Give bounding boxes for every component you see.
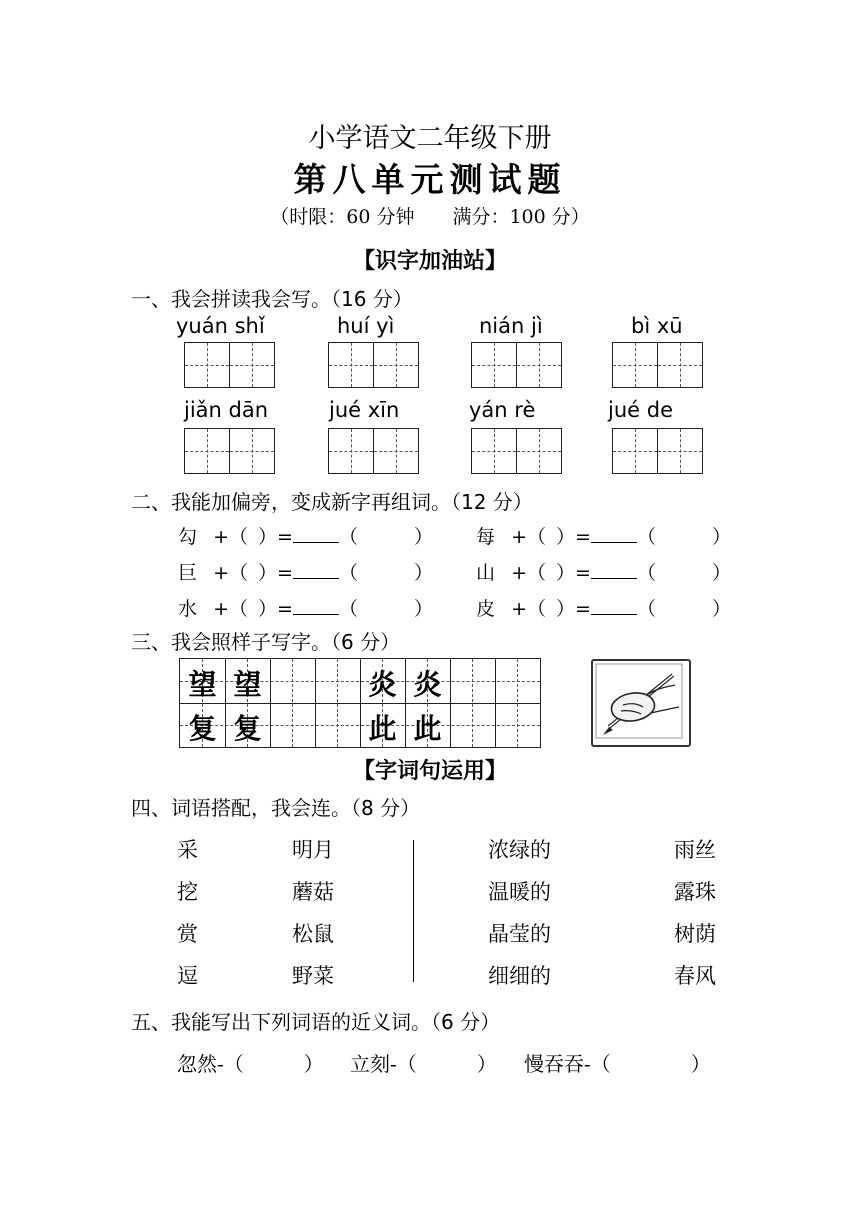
match-word[interactable]: 浓绿的 xyxy=(488,838,551,862)
radical-exercise-row: 水 +（ ）= （ ） xyxy=(178,598,433,620)
paper-subtitle: 小学语文二年级下册 xyxy=(308,123,552,154)
pinyin-label: bì xū xyxy=(631,314,683,338)
tianzi-grid[interactable] xyxy=(328,342,419,388)
match-word[interactable]: 赏 xyxy=(177,922,198,946)
match-word[interactable]: 明月 xyxy=(292,838,334,862)
question-3-title: 三、我会照样子写字。（6 分） xyxy=(131,630,401,654)
pinyin-label: jiǎn dān xyxy=(184,398,269,422)
match-column-nouns xyxy=(292,834,334,1002)
base-char: 每 xyxy=(476,526,496,548)
match-word[interactable]: 逗 xyxy=(177,964,198,988)
model-char: 复 xyxy=(188,712,217,745)
new-char-blank[interactable] xyxy=(591,596,637,615)
tianzi-grid[interactable] xyxy=(471,428,562,474)
match-word[interactable]: 晶莹的 xyxy=(488,922,551,946)
question-1-title: 一、我会拼读我会写。（16 分） xyxy=(131,287,413,311)
pinyin-label: jué de xyxy=(608,398,673,422)
model-char: 此 xyxy=(368,712,397,745)
radical-exercise-row: 勾 +（ ）= （ ） xyxy=(178,526,433,548)
match-column-verbs xyxy=(177,834,198,1002)
pinyin-label: nián jì xyxy=(479,314,543,338)
match-word[interactable]: 温暖的 xyxy=(488,880,551,904)
question-4-title: 四、词语搭配，我会连。（8 分） xyxy=(131,796,421,820)
match-word[interactable]: 细细的 xyxy=(488,964,551,988)
divider-line xyxy=(413,840,414,982)
pinyin-label: yuán shǐ xyxy=(176,314,265,338)
radical-exercise-row: 山 +（ ）= （ ） xyxy=(476,562,731,584)
match-word[interactable]: 采 xyxy=(177,838,198,862)
model-char: 望 xyxy=(233,668,262,701)
radical-exercise-row: 皮 +（ ）= （ ） xyxy=(476,598,731,620)
base-char: 皮 xyxy=(476,598,496,620)
base-char: 勾 xyxy=(178,526,198,548)
hand-writing-pencil-icon xyxy=(591,659,691,747)
match-column-adjectives xyxy=(488,834,551,1002)
new-char-blank[interactable] xyxy=(591,524,637,543)
match-column-objects xyxy=(674,834,716,1002)
model-char: 望 xyxy=(188,668,217,701)
new-char-blank[interactable] xyxy=(293,560,339,579)
section-heading-literacy: 【识字加油站】 xyxy=(352,249,507,274)
synonym-item[interactable]: 忽然-（ ） xyxy=(177,1052,324,1076)
radical-exercise-row: 每 +（ ）= （ ） xyxy=(476,526,731,548)
paper-info: （时限：60 分钟 满分：100 分） xyxy=(270,206,590,228)
model-char: 炎 xyxy=(368,668,397,701)
synonym-item[interactable]: 立刻-（ ） xyxy=(350,1052,497,1076)
radical-exercise-row: 巨 +（ ）= （ ） xyxy=(178,562,433,584)
new-char-blank[interactable] xyxy=(591,560,637,579)
question-5-title: 五、我能写出下列词语的近义词。（6 分） xyxy=(131,1010,501,1034)
copy-writing-grid[interactable] xyxy=(179,658,541,748)
section-heading-word-usage: 【字词句运用】 xyxy=(352,759,507,784)
base-char: 巨 xyxy=(178,562,198,584)
tianzi-grid[interactable] xyxy=(328,428,419,474)
pinyin-label: yán rè xyxy=(469,398,536,422)
pinyin-label: huí yì xyxy=(337,314,395,338)
question-2-title: 二、我能加偏旁，变成新字再组词。（12 分） xyxy=(131,490,533,514)
tianzi-grid[interactable] xyxy=(612,342,703,388)
match-word[interactable]: 春风 xyxy=(674,964,716,988)
model-char: 炎 xyxy=(413,668,442,701)
base-char: 水 xyxy=(178,598,198,620)
match-word[interactable]: 露珠 xyxy=(674,880,716,904)
match-word[interactable]: 雨丝 xyxy=(674,838,716,862)
new-char-blank[interactable] xyxy=(293,596,339,615)
tianzi-grid[interactable] xyxy=(612,428,703,474)
match-word[interactable]: 松鼠 xyxy=(292,922,334,946)
match-word[interactable]: 树荫 xyxy=(674,922,716,946)
tianzi-grid[interactable] xyxy=(184,342,275,388)
tianzi-grid[interactable] xyxy=(184,428,275,474)
match-word[interactable]: 蘑菇 xyxy=(292,880,334,904)
model-char: 复 xyxy=(233,712,262,745)
tianzi-grid[interactable] xyxy=(471,342,562,388)
new-char-blank[interactable] xyxy=(293,524,339,543)
synonym-item[interactable]: 慢吞吞-（ ） xyxy=(524,1052,711,1076)
base-char: 山 xyxy=(476,562,496,584)
match-word[interactable]: 挖 xyxy=(177,880,198,904)
model-char: 此 xyxy=(413,712,442,745)
match-word[interactable]: 野菜 xyxy=(292,964,334,988)
paper-title: 第八单元测试题 xyxy=(293,160,567,199)
pinyin-label: jué xīn xyxy=(329,398,400,422)
